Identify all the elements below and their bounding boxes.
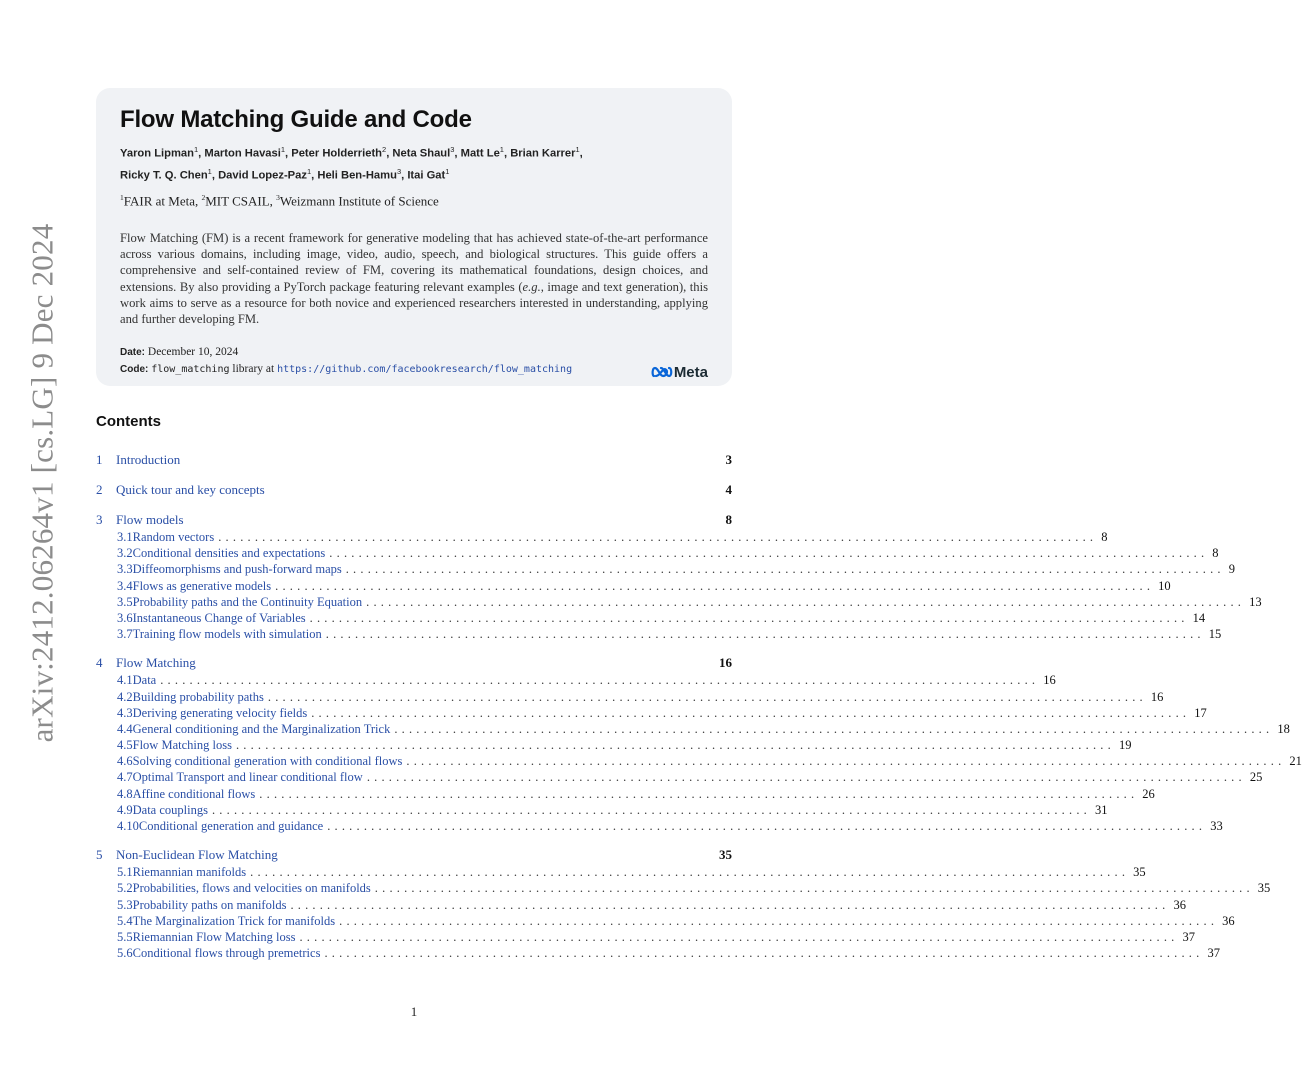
meta-logo-text: Meta xyxy=(673,363,708,381)
toc-subsection-title: Riemannian Flow Matching loss xyxy=(132,929,296,944)
toc-subsection-number: 5.4 xyxy=(117,913,133,928)
toc-subsection-number: 3.3 xyxy=(117,562,133,577)
affiliation-mark: 2 xyxy=(201,193,206,203)
toc-dot-leader: ........................................................................................................................ xyxy=(299,929,1179,944)
toc-section-page: 8 xyxy=(725,512,732,527)
meta-logo xyxy=(651,364,708,381)
toc-subsection-title: Solving conditional generation with conditional flows xyxy=(132,754,403,769)
toc-subsection-page: 15 xyxy=(1208,627,1222,642)
toc-subsection-title: Data xyxy=(132,673,157,688)
toc-subsection[interactable] xyxy=(96,546,1219,562)
toc-dot-leader: ........................................................................................................................ xyxy=(267,689,1147,704)
affiliation-name: Weizmann Institute of Science xyxy=(279,193,439,209)
toc-subsection-page: 8 xyxy=(1212,546,1219,561)
code-mid-text: library at xyxy=(232,362,275,375)
toc-dot-leader: ........................................................................................................................ xyxy=(327,819,1207,833)
page-number: 1 xyxy=(410,1004,418,1019)
table-of-contents xyxy=(96,452,1302,962)
toc-subsection-page: 31 xyxy=(1094,802,1108,817)
toc-dot-leader: ........................................................................................................................ xyxy=(374,881,1254,896)
meta-info xyxy=(120,346,708,380)
author-affiliation-mark: 3 xyxy=(450,145,455,154)
toc-dot-leader: ........................................................................................................................ xyxy=(309,610,1189,625)
toc-subsection[interactable] xyxy=(96,530,1108,546)
toc-subsection-title: Conditional flows through premetrics xyxy=(132,946,321,961)
author-name: Ricky T. Q. Chen xyxy=(120,169,208,182)
abstract-text-end: , image and text generation), this work aims to serve as a resource for both novice and experienced researchers interested in understanding, applying and further developing FM. xyxy=(120,279,708,327)
toc-dot-leader: ........................................................................................................................ xyxy=(339,913,1219,928)
toc-subsection-number: 3.7 xyxy=(117,627,133,642)
toc-subsection-page: 37 xyxy=(1207,946,1220,961)
toc-subsection-number: 3.4 xyxy=(117,578,133,593)
toc-subsection-page: 17 xyxy=(1194,705,1207,720)
abstract xyxy=(120,230,708,328)
toc-subsection-page: 21 xyxy=(1289,754,1302,769)
toc-dot-leader: ........................................................................................................................ xyxy=(290,897,1170,912)
toc-subsection[interactable] xyxy=(96,913,1235,930)
toc-section-page: 3 xyxy=(725,452,732,467)
toc-subsection-title: Instantaneous Change of Variables xyxy=(132,610,306,625)
author-affiliation-mark: 1 xyxy=(193,145,199,154)
toc-subsection-title: Probability paths on manifolds xyxy=(132,897,287,912)
toc-dot-leader: ........................................................................................................................ xyxy=(275,578,1155,593)
toc-subsection[interactable] xyxy=(96,627,1222,643)
toc-subsection-number: 4.5 xyxy=(117,738,133,753)
toc-subsection-number: 4.3 xyxy=(117,705,133,720)
author-name: Itai Gat xyxy=(407,169,446,182)
toc-section-title: Flow Matching xyxy=(116,655,196,671)
section-gap xyxy=(96,643,732,655)
toc-dot-leader: ........................................................................................................................ xyxy=(325,627,1205,642)
toc-section-page: 16 xyxy=(719,655,732,671)
toc-subsection-page: 37 xyxy=(1182,929,1195,944)
toc-subsection[interactable] xyxy=(96,673,1056,689)
section-gap xyxy=(96,835,732,847)
toc-subsection[interactable] xyxy=(96,802,1108,819)
toc-subsection-number: 3.1 xyxy=(117,530,133,544)
toc-dot-leader: ........................................................................................................................ xyxy=(211,802,1091,817)
toc-subsection-title: Affine conditional flows xyxy=(132,786,256,801)
toc-subsection[interactable] xyxy=(96,946,1220,962)
toc-section-number: 1 xyxy=(96,452,103,467)
toc-subsection-title: Flow Matching loss xyxy=(132,738,232,753)
toc-subsection-title: Conditional densities and expectations xyxy=(132,546,326,561)
toc-dot-leader: ........................................................................................................................ xyxy=(218,530,1098,544)
toc-section-title: Quick tour and key concepts xyxy=(116,482,265,497)
toc-subsection-title: Random vectors xyxy=(132,530,215,544)
toc-dot-leader: ........................................................................................................................ xyxy=(329,546,1209,561)
toc-subsection-page: 14 xyxy=(1192,610,1206,625)
toc-section-title: Flow models xyxy=(116,512,184,527)
toc-section-title: Non-Euclidean Flow Matching xyxy=(116,847,278,863)
toc-section-number: 5 xyxy=(96,847,103,863)
toc-dot-leader: ........................................................................................................................ xyxy=(345,562,1225,577)
toc-section[interactable] xyxy=(96,452,732,470)
toc-dot-leader: ........................................................................................................................ xyxy=(160,673,1040,688)
code-url-link[interactable]: https://github.com/facebookresearch/flow_matching xyxy=(277,363,573,375)
toc-subsection-number: 5.2 xyxy=(117,881,133,896)
author-name: Matt Le xyxy=(460,147,500,160)
toc-dot-leader: ........................................................................................................................ xyxy=(311,705,1191,720)
toc-section-page: 35 xyxy=(719,847,732,863)
author-affiliation-mark: 3 xyxy=(396,166,402,176)
toc-subsection-title: General conditioning and the Marginalization Trick xyxy=(132,721,391,736)
author-name: Neta Shaul xyxy=(392,147,451,160)
affiliation-name: MIT CSAIL xyxy=(205,193,270,209)
toc-section-page: 4 xyxy=(725,482,732,497)
toc-subsection-number: 4.4 xyxy=(117,721,133,736)
paper-title: Flow Matching Guide and Code xyxy=(120,106,472,133)
toc-section[interactable] xyxy=(96,655,732,673)
author-affiliation-mark: 1 xyxy=(445,166,450,176)
toc-section-number: 4 xyxy=(96,655,103,671)
affiliation-mark: 3 xyxy=(276,193,280,203)
toc-subsection-page: 16 xyxy=(1150,689,1164,704)
toc-subsection-number: 4.8 xyxy=(117,786,133,801)
meta-infinity-icon xyxy=(651,366,673,378)
date-row xyxy=(120,346,708,363)
toc-subsection[interactable] xyxy=(96,897,1186,914)
toc-subsection[interactable] xyxy=(96,786,1155,803)
toc-dot-leader: ........................................................................................................................ xyxy=(235,738,1115,753)
toc-subsection-number: 3.5 xyxy=(117,594,133,609)
toc-dot-leader: ........................................................................................................................ xyxy=(406,754,1286,769)
toc-subsection-title: Flows as generative models xyxy=(132,578,272,593)
toc-subsection[interactable] xyxy=(96,594,1262,611)
toc-subsection-number: 4.2 xyxy=(117,689,133,704)
toc-subsection-title: Probability paths and the Continuity Equation xyxy=(132,594,363,609)
toc-subsection-title: Data couplings xyxy=(132,802,208,817)
toc-subsection-number: 4.9 xyxy=(117,802,133,817)
abstract-text: Flow Matching (FM) is a recent framework for generative modeling that has achieved state-of-the-art performance across various domains, including image, video, audio, speech, and biological structures. This guide offers a comprehensive and self-contained review of FM, covering its mathematical foundations, design choices, and extensions. By also providing a PyTorch package featuring relevant examples ( xyxy=(120,230,708,294)
affiliation-mark: 1 xyxy=(120,193,124,203)
toc-dot-leader: ........................................................................................................................ xyxy=(324,946,1204,961)
toc-subsection-page: 16 xyxy=(1043,673,1056,688)
code-library: flow_matching xyxy=(151,363,230,375)
toc-subsection-number: 4.7 xyxy=(117,770,133,785)
toc-subsection-number: 3.2 xyxy=(117,546,133,561)
toc-subsection-page: 35 xyxy=(1257,881,1271,896)
toc-subsection[interactable] xyxy=(96,721,1290,738)
author-name: Yaron Lipman xyxy=(120,147,194,160)
section-gap xyxy=(96,500,732,512)
author-affiliation-mark: 1 xyxy=(280,145,286,154)
toc-subsection-title: Conditional generation and guidance xyxy=(138,819,324,833)
affiliation-name: FAIR at Meta xyxy=(123,193,195,209)
toc-subsection-number: 5.6 xyxy=(117,946,133,961)
toc-subsection-page: 26 xyxy=(1142,786,1155,801)
toc-subsection-number: 5.3 xyxy=(117,897,133,912)
toc-section[interactable] xyxy=(96,512,732,530)
abstract-eg: e.g. xyxy=(522,279,541,294)
author-name: Peter Holderrieth xyxy=(291,147,383,160)
toc-subsection[interactable] xyxy=(96,881,1271,897)
toc-subsection-title: The Marginalization Trick for manifolds xyxy=(132,913,336,928)
toc-subsection[interactable] xyxy=(96,689,1164,706)
toc-section[interactable] xyxy=(96,482,732,500)
code-row xyxy=(120,363,708,380)
author-name: Marton Havasi xyxy=(204,147,281,160)
toc-dot-leader: ........................................................................................................................ xyxy=(394,721,1274,736)
toc-subsection-title: Building probability paths xyxy=(132,689,264,704)
arxiv-stamp-text: arXiv:2412.06264v1 [cs.LG] 9 Dec 2024 xyxy=(24,223,60,743)
contents-heading: Contents xyxy=(96,413,161,430)
toc-subsection[interactable] xyxy=(96,610,1206,627)
author-affiliation-mark: 1 xyxy=(207,166,212,176)
toc-subsection-number: 4.10 xyxy=(117,819,139,833)
toc-subsection[interactable] xyxy=(96,705,1207,722)
date-label: Date: xyxy=(120,346,146,358)
section-gap xyxy=(96,470,732,482)
toc-dot-leader: ........................................................................................................................ xyxy=(366,770,1246,785)
toc-subsection-page: 13 xyxy=(1249,594,1262,609)
toc-subsection-title: Deriving generating velocity fields xyxy=(132,705,308,720)
toc-subsection[interactable] xyxy=(96,578,1171,595)
author-affiliation-mark: 1 xyxy=(306,166,312,176)
toc-subsection[interactable] xyxy=(96,819,1223,835)
toc-subsection-title: Training flow models with simulation xyxy=(132,627,322,642)
toc-subsection[interactable] xyxy=(96,770,1263,786)
toc-subsection-number: 4.6 xyxy=(117,754,133,769)
toc-subsection[interactable] xyxy=(96,562,1235,578)
toc-subsection-page: 33 xyxy=(1210,819,1223,833)
toc-subsection-page: 18 xyxy=(1277,721,1290,736)
toc-subsection-page: 8 xyxy=(1101,530,1108,544)
toc-dot-leader: ........................................................................................................................ xyxy=(259,786,1139,801)
toc-subsection-number: 5.1 xyxy=(117,865,133,880)
arxiv-stamp xyxy=(22,223,62,743)
toc-subsection-page: 36 xyxy=(1222,913,1235,928)
toc-subsection[interactable] xyxy=(96,754,1302,770)
toc-subsection-page: 10 xyxy=(1158,578,1171,593)
author-name: Brian Karrer xyxy=(510,147,576,160)
toc-subsection-page: 9 xyxy=(1228,562,1235,577)
toc-subsection[interactable] xyxy=(96,738,1132,754)
toc-subsection[interactable] xyxy=(96,865,1146,881)
affiliation-list: $^1$FAIR at Meta, $^2$MIT CSAIL, $^3$Weizmann Institute of Science xyxy=(120,193,439,209)
toc-dot-leader: ........................................................................................................................ xyxy=(366,594,1246,609)
toc-dot-leader: ........................................................................................................................ xyxy=(250,865,1130,880)
toc-section-number: 2 xyxy=(96,482,103,497)
author-affiliation-mark: 1 xyxy=(499,145,504,154)
toc-subsection-page: 25 xyxy=(1249,770,1263,785)
header-box xyxy=(96,88,732,386)
toc-subsection-title: Diffeomorphisms and push-forward maps xyxy=(132,562,342,577)
toc-subsection-page: 36 xyxy=(1173,897,1186,912)
toc-subsection-title: Riemannian manifolds xyxy=(132,865,247,880)
code-label: Code: xyxy=(120,363,149,375)
toc-section-title: Introduction xyxy=(116,452,181,467)
toc-subsection-title: Probabilities, flows and velocities on manifolds xyxy=(132,881,371,896)
toc-subsection-number: 3.6 xyxy=(117,610,133,625)
toc-subsection-title: Optimal Transport and linear conditional flow xyxy=(132,770,363,785)
toc-subsection-number: 5.5 xyxy=(117,929,133,944)
toc-subsection-number: 4.1 xyxy=(117,673,133,688)
author-affiliation-mark: 1 xyxy=(575,145,580,154)
author-list: Yaron Lipman$^1$, Marton Havasi$^1$, Peter Holderrieth$^2$, Neta Shaul$^3$, Matt Le$^1$, Brian Karrer$^1$, Ricky T. Q. Chen$^1$, David Lopez-Paz$^1$, Heli Ben-Hamu$^3$, Itai Gat$^1$ xyxy=(120,145,583,182)
author-name: David Lopez-Paz xyxy=(218,169,307,182)
date-value: December 10, 2024 xyxy=(147,345,239,358)
author-affiliation-mark: 2 xyxy=(382,145,387,154)
toc-section[interactable] xyxy=(96,847,732,865)
author-name: Heli Ben-Hamu xyxy=(317,169,397,182)
toc-subsection[interactable] xyxy=(96,929,1195,946)
toc-subsection-page: 35 xyxy=(1133,865,1146,880)
toc-subsection-page: 19 xyxy=(1118,738,1132,753)
toc-section-number: 3 xyxy=(96,512,103,527)
